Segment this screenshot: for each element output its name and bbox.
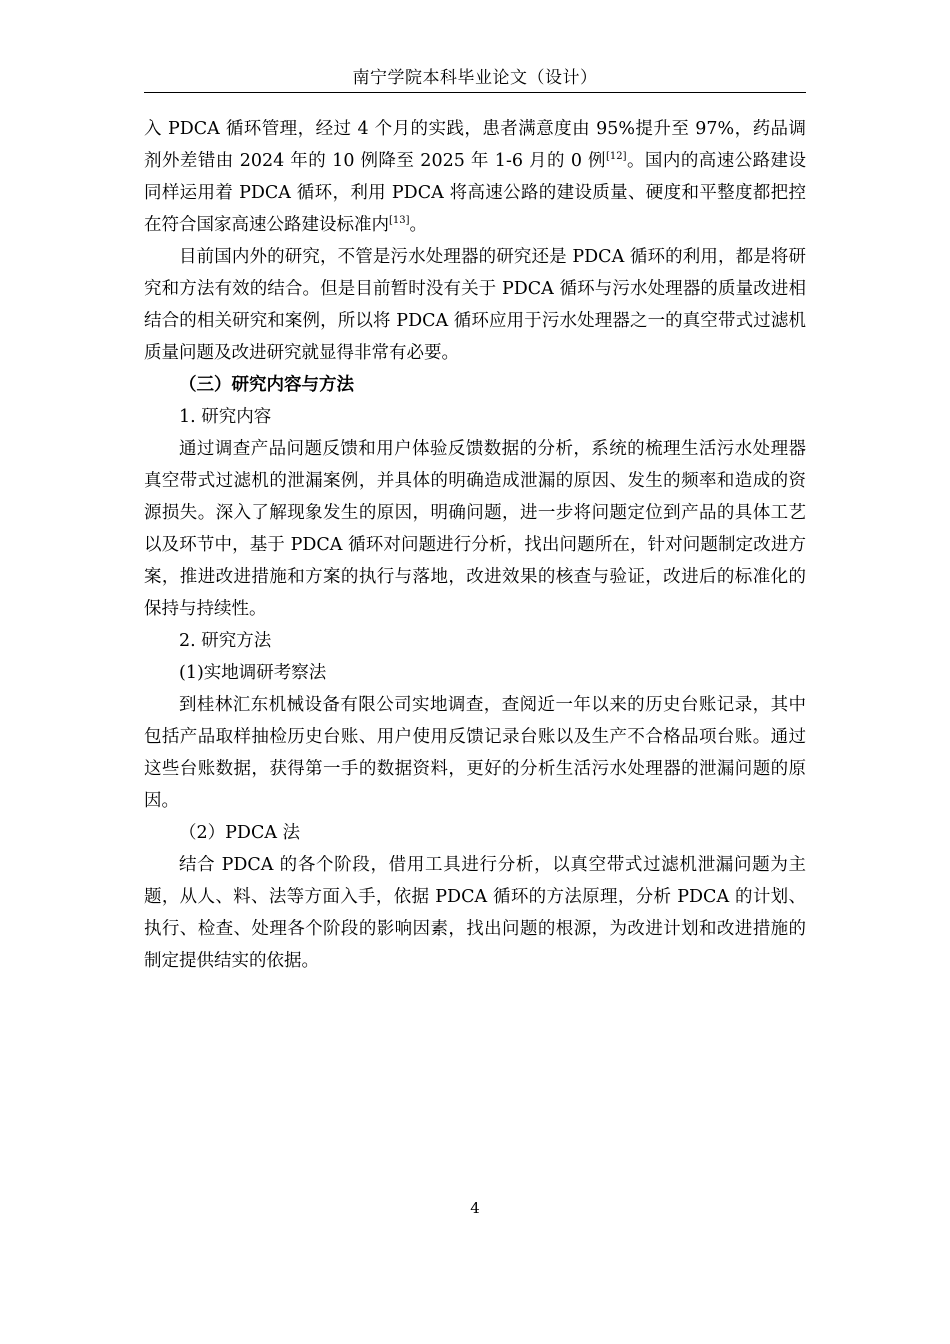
paragraph-1: 入 PDCA 循环管理，经过 4 个月的实践，患者满意度由 95%提升至 97%，药品调剂外差错由 2024 年的 10 例降至 2025 年 1-6 月的 0 例[12]。国内的高速公路建设同样运用着 PDCA 循环，利用 PDCA 将高速公路的建设质量、硬度和平整度都把控在符合国家高速公路建设标准内[13]。 — [144, 119, 806, 235]
paragraph-3: 通过调查产品问题反馈和用户体验反馈数据的分析，系统的梳理生活污水处理器真空带式过滤机的泄漏案例，并具体的明确造成泄漏的原因、发生的频率和造成的资源损失。深入了解现象发生的原因，明确问题，进一步将问题定位到产品的具体工艺以及环节中，基于 PDCA 循环对问题进行分析，找出问题所在，针对问题制定改进方案，推进改进措施和方案的执行与落地，改进效果的核查与验证，改进后的标准化的保持与持续性。 — [144, 439, 806, 619]
header-rule — [144, 92, 806, 93]
citation-13: [13] — [389, 215, 410, 226]
page-body — [144, 113, 806, 977]
method-heading-field-survey: (1)实地调研考察法 — [179, 663, 327, 683]
page-header-title: 南宁学院本科毕业论文（设计） — [352, 68, 598, 88]
paragraph-2: 目前国内外的研究，不管是污水处理器的研究还是 PDCA 循环的利用，都是将研究和方法有效的结合。但是目前暂时没有关于 PDCA 循环与污水处理器的质量改进相结合的相关研究和案例，所以将 PDCA 循环应用于污水处理器之一的真空带式过滤机质量问题及改进研究就显得非常有必要。 — [144, 247, 806, 363]
paragraph-4: 到桂林汇东机械设备有限公司实地调查，查阅近一年以来的历史台账记录，其中包括产品取样抽检历史台账、用户使用反馈记录台账以及生产不合格品项台账。通过这些台账数据，获得第一手的数据资料，更好的分析生活污水处理器的泄漏问题的原因。 — [144, 695, 806, 811]
citation-12: [12] — [606, 151, 627, 162]
subheading-research-content: 1. 研究内容 — [179, 407, 272, 427]
paragraph-5: 结合 PDCA 的各个阶段，借用工具进行分析，以真空带式过滤机泄漏问题为主题，从人、料、法等方面入手，依据 PDCA 循环的方法原理，分析 PDCA 的计划、执行、检查、处理各个阶段的影响因素，找出问题的根源，为改进计划和改进措施的制定提供结实的依据。 — [144, 855, 806, 971]
subheading-research-methods: 2. 研究方法 — [179, 631, 272, 651]
method-heading-pdca: （2）PDCA 法 — [179, 823, 301, 843]
section-heading-3: （三）研究内容与方法 — [179, 375, 354, 395]
page-number: 4 — [470, 1199, 480, 1217]
